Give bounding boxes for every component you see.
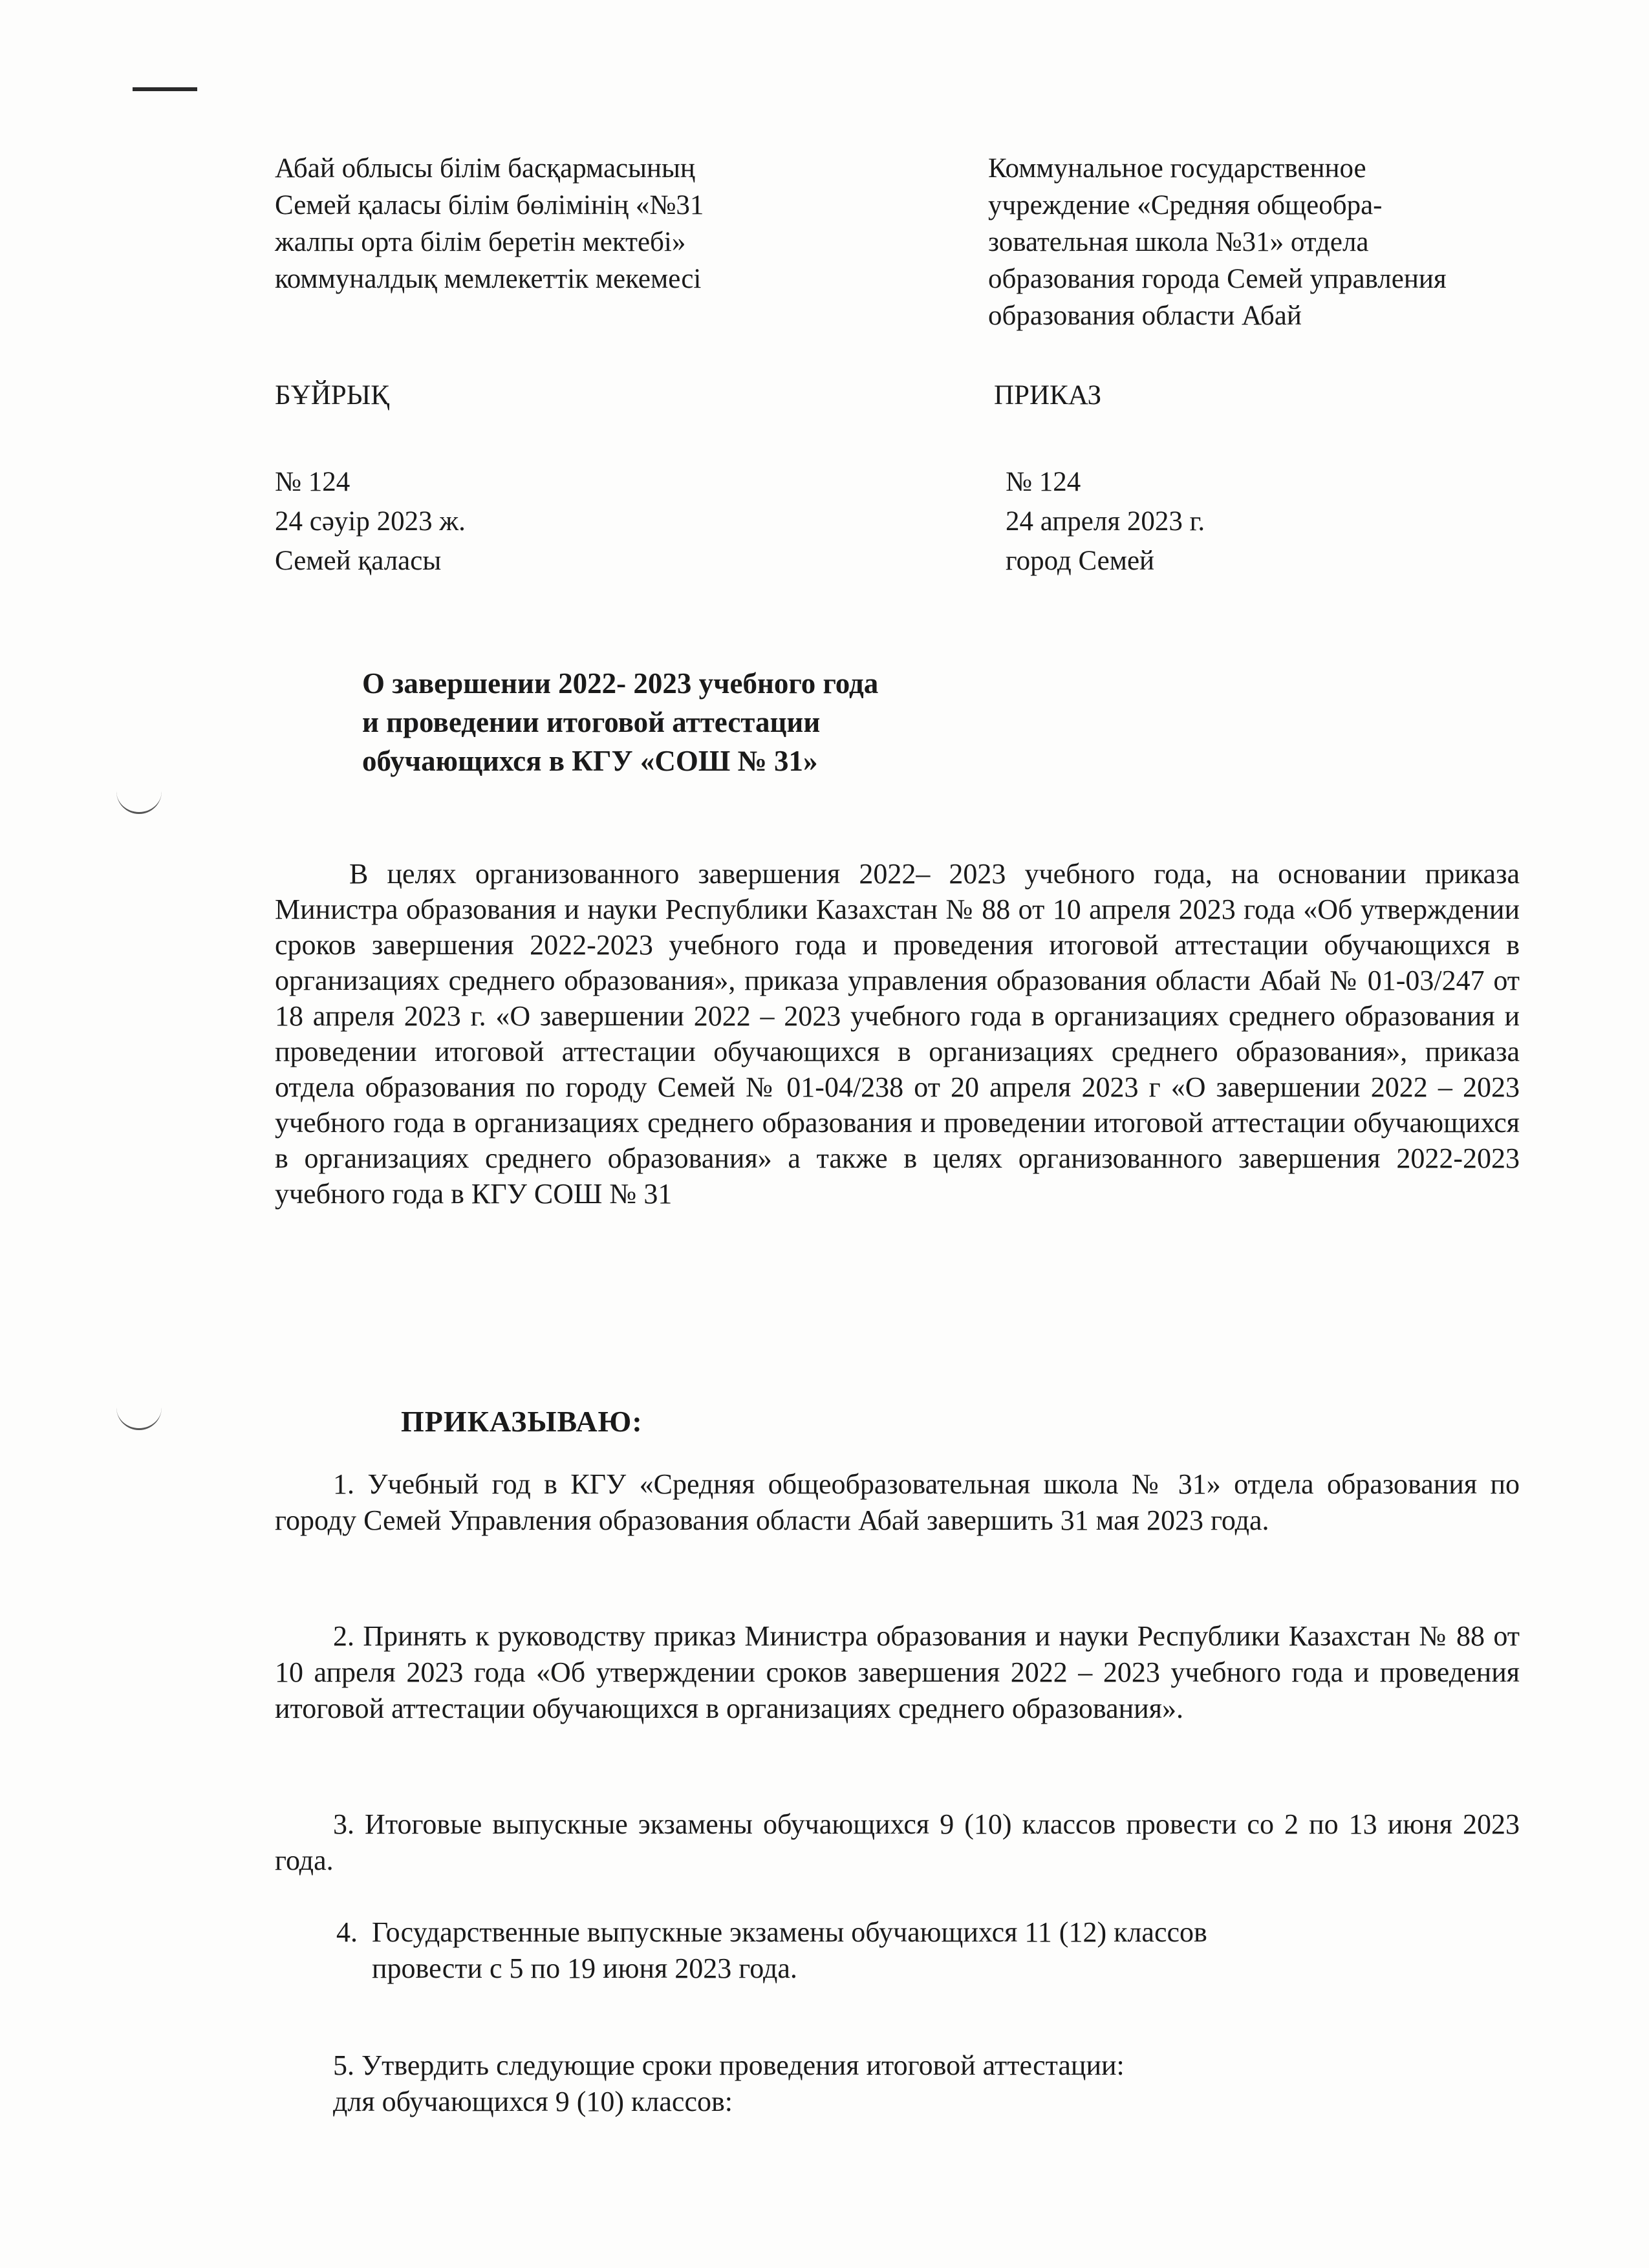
preamble-paragraph: В целях организованного завершения 2022– 2023 учебного года, на основании приказа Министра образования и науки Республики Казахстан № 88 от 10 апреля 2023 года «Об утверждении сроков завершения 2022-2023 учебного года и проведения итоговой аттестации обучающихся в организациях среднего образования», приказа управления образования области Абай № 01-03/247 от 18 апреля 2023 г. «О завершении 2022 – 2023 учебного года в организациях среднего образования и проведении итоговой аттестации обучающихся в организациях среднего образования», приказа отдела образования по городу Семей № 01-04/238 от 20 апреля 2023 г «О завершении 2022 – 2023 учебного года в организациях среднего образования и проведении итоговой аттестации обучающихся в организациях среднего образования» а также в целях организованного завершения 2022-2023 учебного года в КГУ СОШ № 31	[275, 858, 1520, 1210]
header-russian: Коммунальное государственное учреждение «Средняя общеобра- зовательная школа №31» отдела образования города Семей управления образования области Абай	[988, 153, 1447, 331]
header-kazakh: Абай облысы білім басқармасының Семей қаласы білім бөлімінің «№31 жалпы орта білім беретін мектебі» коммуналдық мемлекеттік мекемесі	[275, 153, 704, 294]
scan-mark	[133, 87, 197, 91]
meta-russian	[1006, 462, 1205, 581]
order-date-kz: 24 сәуір 2023 ж.	[275, 506, 466, 537]
order-item-1: 1. Учебный год в КГУ «Средняя общеобразовательная школа № 31» отдела образования по городу Семей Управления образования области Абай завершить 31 мая 2023 года.	[275, 1468, 1520, 1536]
order-item-5	[333, 2048, 1516, 2120]
order-item-3: 3. Итоговые выпускные экзамены обучающихся 9 (10) классов провести со 2 по 13 июня 2023 года.	[275, 1808, 1520, 1876]
order-item-5-line: для обучающихся 9 (10) классов:	[333, 2086, 733, 2117]
order-item-5-line: 5. Утвердить следующие сроки проведения итоговой аттестации:	[333, 2049, 1125, 2081]
order-item-4-number: 4.	[336, 1916, 358, 1948]
order-number-kz: № 124	[275, 467, 350, 497]
order-date-ru: 24 апреля 2023 г.	[1006, 506, 1205, 537]
meta-kazakh	[275, 462, 466, 581]
punch-hole-mark	[116, 790, 162, 814]
doc-type-russian: ПРИКАЗ	[994, 380, 1102, 411]
order-city-ru: город Семей	[1006, 546, 1155, 576]
order-number-ru: № 124	[1006, 467, 1081, 497]
order-heading: ПРИКАЗЫВАЮ:	[401, 1405, 643, 1438]
order-title	[362, 664, 878, 780]
doc-type-kazakh: БҰЙРЫҚ	[275, 380, 389, 411]
order-city-kz: Семей қаласы	[275, 546, 442, 576]
punch-hole-mark	[116, 1406, 162, 1430]
order-item-4-line: Государственные выпускные экзамены обучающихся 11 (12) классов	[372, 1916, 1207, 1948]
order-title-line: и проведении итоговой аттестации	[362, 706, 821, 738]
order-item-4	[336, 1914, 1520, 1987]
order-item-2: 2. Принять к руководству приказ Министра образования и науки Республики Казахстан № 88 от 10 апреля 2023 года «Об утверждении сроков завершения 2022 – 2023 учебного года и проведения итоговой аттестации обучающихся в организациях среднего образования».	[275, 1620, 1520, 1724]
order-title-line: О завершении 2022- 2023 учебного года	[362, 667, 879, 700]
order-item-4-line: провести с 5 по 19 июня 2023 года.	[372, 1952, 797, 1984]
order-title-line: обучающихся в КГУ «СОШ № 31»	[362, 745, 818, 777]
